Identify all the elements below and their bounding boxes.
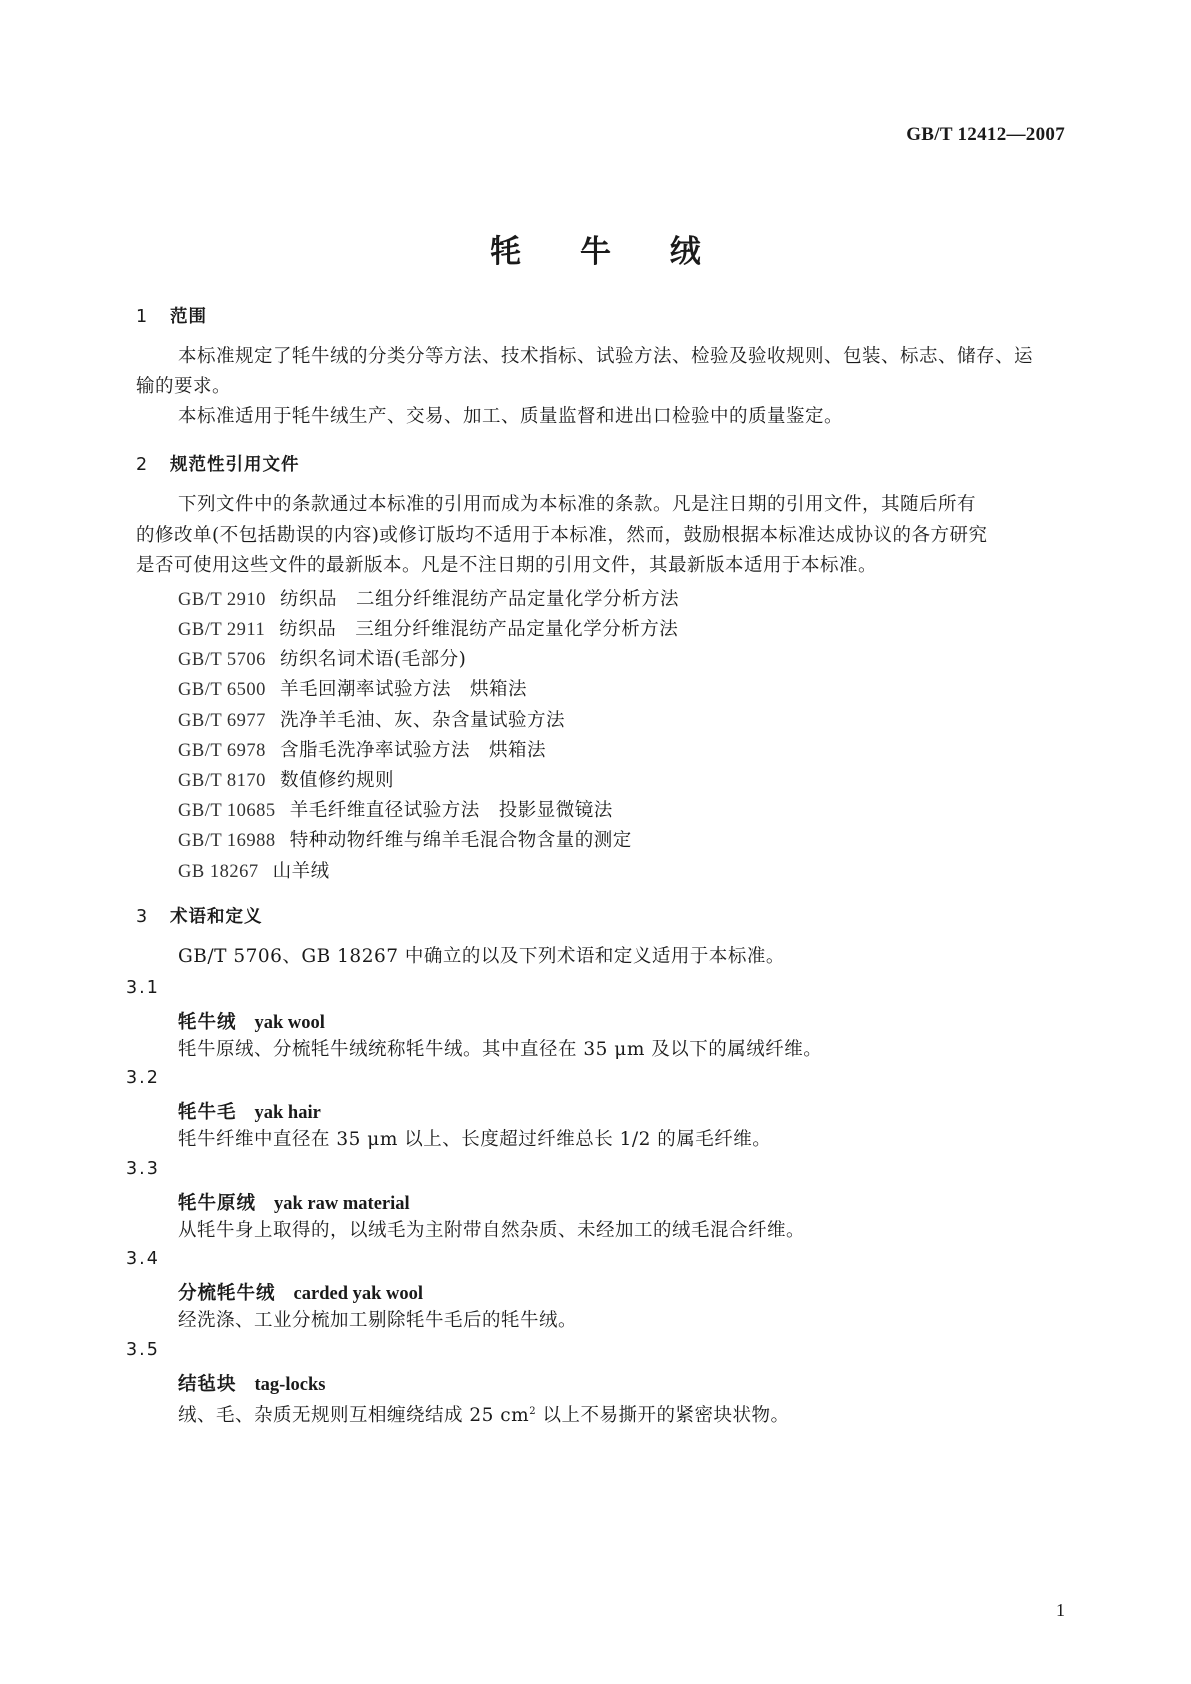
term-heading bbox=[178, 1279, 423, 1305]
paragraph-line: 本标准适用于牦牛绒生产、交易、加工、质量监督和进出口检验中的质量鉴定。 bbox=[178, 406, 844, 427]
paragraph-line: GB/T 5706、GB 18267 中确立的以及下列术语和定义适用于本标准。 bbox=[178, 946, 785, 967]
definition-text: 以上不易撕开的紧密块状物。 bbox=[536, 1405, 790, 1427]
clause-number: 3.3 bbox=[126, 1159, 160, 1179]
reference-title: 纺织品 三组分纤维混纺产品定量化学分析方法 bbox=[279, 619, 679, 640]
term-english: yak hair bbox=[254, 1103, 321, 1123]
term-definition bbox=[178, 1400, 789, 1428]
reference-item bbox=[178, 736, 546, 762]
clause-number: 3.5 bbox=[126, 1340, 160, 1360]
term-english: yak raw material bbox=[274, 1194, 410, 1214]
paragraph-line: 输的要求。 bbox=[136, 376, 232, 397]
definition-text: 绒、毛、杂质无规则互相缠绕结成 25 cm bbox=[178, 1405, 530, 1427]
term-chinese: 结毡块 bbox=[178, 1374, 237, 1395]
term-english: carded yak wool bbox=[293, 1284, 424, 1304]
reference-code: GB/T 2911 bbox=[178, 620, 266, 640]
term-heading bbox=[178, 1370, 325, 1396]
reference-code: GB/T 16988 bbox=[178, 831, 276, 851]
clause-number: 3.1 bbox=[126, 978, 160, 998]
reference-code: GB/T 10685 bbox=[178, 801, 276, 821]
reference-title: 特种动物纤维与绵羊毛混合物含量的测定 bbox=[289, 830, 632, 851]
reference-item bbox=[178, 706, 565, 732]
reference-item bbox=[178, 826, 632, 852]
term-heading bbox=[178, 1189, 410, 1215]
document-title: 牦 牛 绒 bbox=[490, 234, 725, 270]
term-definition: 牦牛原绒、分梳牦牛绒统称牦牛绒。其中直径在 35 μm 及以下的属绒纤维。 bbox=[178, 1039, 823, 1060]
paragraph-line: 是否可使用这些文件的最新版本。凡是不注日期的引用文件，其最新版本适用于本标准。 bbox=[136, 555, 878, 576]
reference-title: 数值修约规则 bbox=[279, 770, 394, 791]
section-title: 规范性引用文件 bbox=[170, 455, 300, 475]
term-definition: 从牦牛身上取得的，以绒毛为主附带自然杂质、未经加工的绒毛混合纤维。 bbox=[178, 1220, 806, 1241]
section-title: 术语和定义 bbox=[170, 907, 263, 927]
reference-item bbox=[178, 857, 330, 883]
paragraph-line: 的修改单(不包括勘误的内容)或修订版均不适用于本标准，然而，鼓励根据本标准达成协议的各方研究 bbox=[136, 525, 988, 546]
reference-title: 含脂毛洗净率试验方法 烘箱法 bbox=[279, 740, 546, 761]
reference-item bbox=[178, 585, 679, 611]
term-definition: 经洗涤、工业分梳加工剔除牦牛毛后的牦牛绒。 bbox=[178, 1310, 578, 1331]
term-heading bbox=[178, 1008, 325, 1034]
reference-title: 山羊绒 bbox=[272, 861, 330, 882]
reference-item bbox=[178, 766, 394, 792]
reference-code: GB/T 8170 bbox=[178, 771, 266, 791]
term-chinese: 牦牛毛 bbox=[178, 1102, 237, 1123]
term-definition: 牦牛纤维中直径在 35 μm 以上、长度超过纤维总长 1/2 的属毛纤维。 bbox=[178, 1129, 772, 1150]
paragraph-line: 本标准规定了牦牛绒的分类分等方法、技术指标、试验方法、检验及验收规则、包装、标志、储存、运 bbox=[178, 346, 1034, 367]
reference-title: 羊毛纤维直径试验方法 投影显微镜法 bbox=[289, 800, 613, 821]
section-number: 1 bbox=[136, 307, 149, 327]
term-english: tag-locks bbox=[254, 1375, 326, 1395]
reference-title: 洗净羊毛油、灰、杂含量试验方法 bbox=[279, 710, 565, 731]
reference-code: GB/T 6977 bbox=[178, 711, 266, 731]
page-number: 1 bbox=[1056, 1600, 1065, 1620]
reference-code: GB 18267 bbox=[178, 862, 259, 882]
section-heading-normative-references bbox=[136, 451, 300, 476]
paragraph-line: 下列文件中的条款通过本标准的引用而成为本标准的条款。凡是注日期的引用文件，其随后所有 bbox=[178, 494, 977, 515]
reference-code: GB/T 5706 bbox=[178, 650, 266, 670]
reference-item bbox=[178, 796, 613, 822]
term-chinese: 分梳牦牛绒 bbox=[178, 1283, 276, 1304]
clause-number: 3.2 bbox=[126, 1068, 160, 1088]
reference-code: GB/T 6978 bbox=[178, 741, 266, 761]
section-title: 范围 bbox=[170, 307, 207, 327]
term-english: yak wool bbox=[254, 1013, 325, 1033]
term-heading bbox=[178, 1098, 321, 1124]
standard-code: GB/T 12412—2007 bbox=[906, 124, 1065, 145]
superscript: 2 bbox=[529, 1406, 537, 1417]
section-heading-terms-definitions bbox=[136, 903, 263, 928]
section-number: 2 bbox=[136, 455, 149, 475]
reference-item bbox=[178, 645, 466, 671]
reference-code: GB/T 2910 bbox=[178, 590, 266, 610]
reference-item bbox=[178, 615, 678, 641]
section-heading-scope bbox=[136, 303, 207, 328]
reference-title: 羊毛回潮率试验方法 烘箱法 bbox=[279, 679, 527, 700]
reference-title: 纺织品 二组分纤维混纺产品定量化学分析方法 bbox=[279, 589, 679, 610]
reference-title: 纺织名词术语(毛部分) bbox=[279, 649, 467, 670]
section-number: 3 bbox=[136, 907, 149, 927]
term-chinese: 牦牛原绒 bbox=[178, 1193, 257, 1214]
reference-code: GB/T 6500 bbox=[178, 680, 266, 700]
clause-number: 3.4 bbox=[126, 1249, 160, 1269]
term-chinese: 牦牛绒 bbox=[178, 1012, 237, 1033]
reference-item bbox=[178, 675, 527, 701]
